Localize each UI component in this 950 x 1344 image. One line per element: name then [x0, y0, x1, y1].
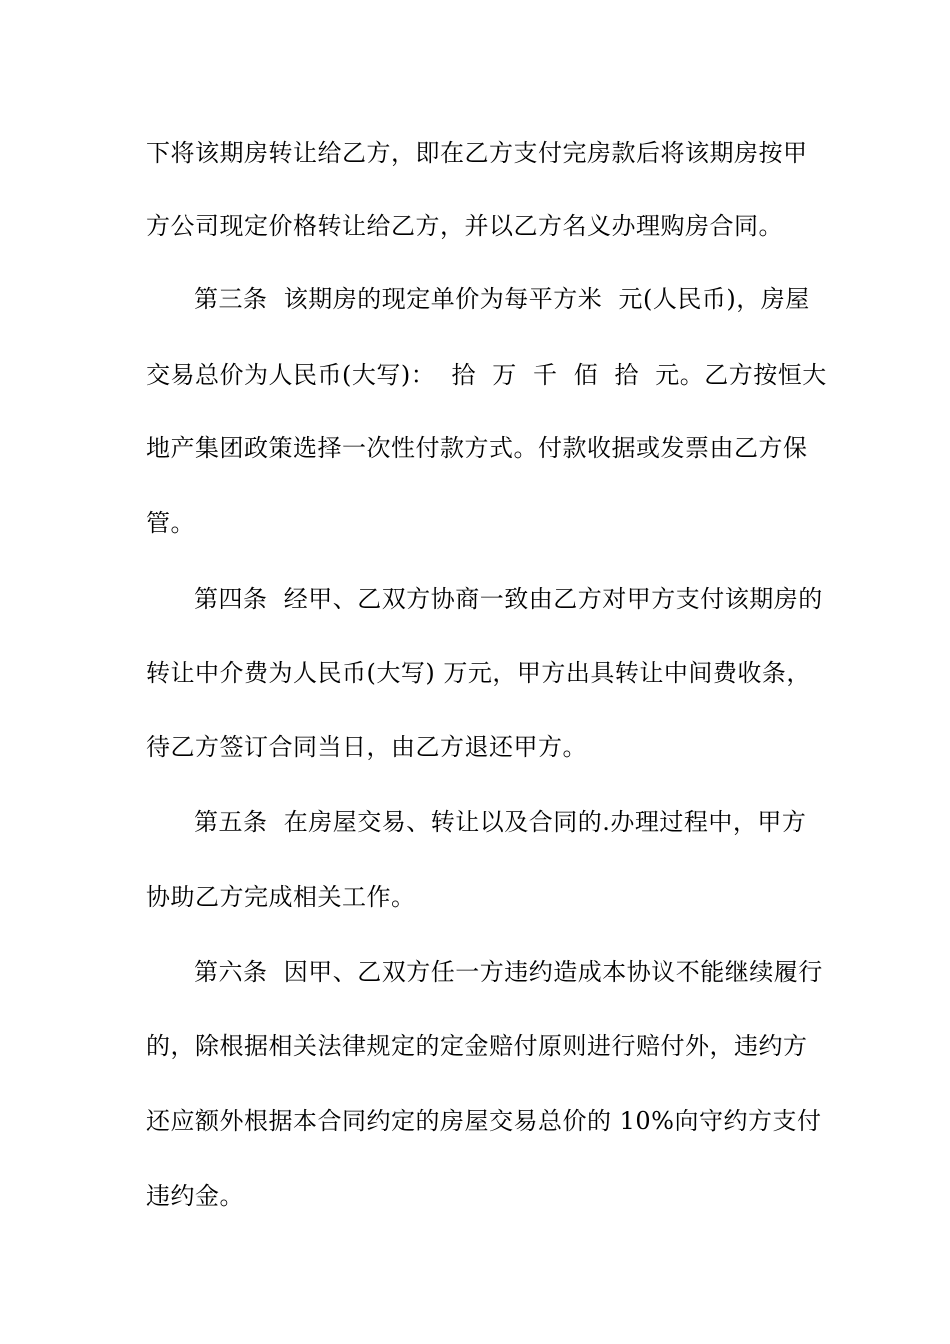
text-line: 违约金。: [146, 1182, 244, 1210]
text-line: 的，除根据相关法律规定的定金赔付原则进行赔付外，违约方: [146, 1032, 808, 1060]
text-line: 协助乙方完成相关工作。: [146, 883, 416, 911]
text-line: 方公司现定价格转让给乙方，并以乙方名义办理购房合同。: [146, 212, 783, 240]
article-3-line: 第三条 该期房的现定单价为每平方米 元(人民币)，房屋: [194, 285, 810, 313]
text-line: 转让中介费为人民币(大写) 万元，甲方出具转让中间费收条，: [146, 659, 811, 687]
text-line: 下将该期房转让给乙方，即在乙方支付完房款后将该期房按甲: [146, 139, 808, 167]
text-line: 管。: [146, 509, 195, 537]
article-4-line: 第四条 经甲、乙双方协商一致由乙方对甲方支付该期房的: [194, 585, 823, 613]
text-line: 地产集团政策选择一次性付款方式。付款收据或发票由乙方保: [146, 434, 808, 462]
article-6-line: 第六条 因甲、乙双方任一方违约造成本协议不能继续履行: [194, 958, 823, 986]
text-line: 待乙方签订合同当日，由乙方退还甲方。: [146, 733, 587, 761]
text-line: 交易总价为人民币(大写)： 拾 万 千 佰 拾 元。乙方按恒大: [146, 361, 827, 389]
text-line: 还应额外根据本合同约定的房屋交易总价的 10%向守约方支付: [146, 1107, 822, 1135]
article-5-line: 第五条 在房屋交易、转让以及合同的.办理过程中，甲方: [194, 808, 807, 836]
